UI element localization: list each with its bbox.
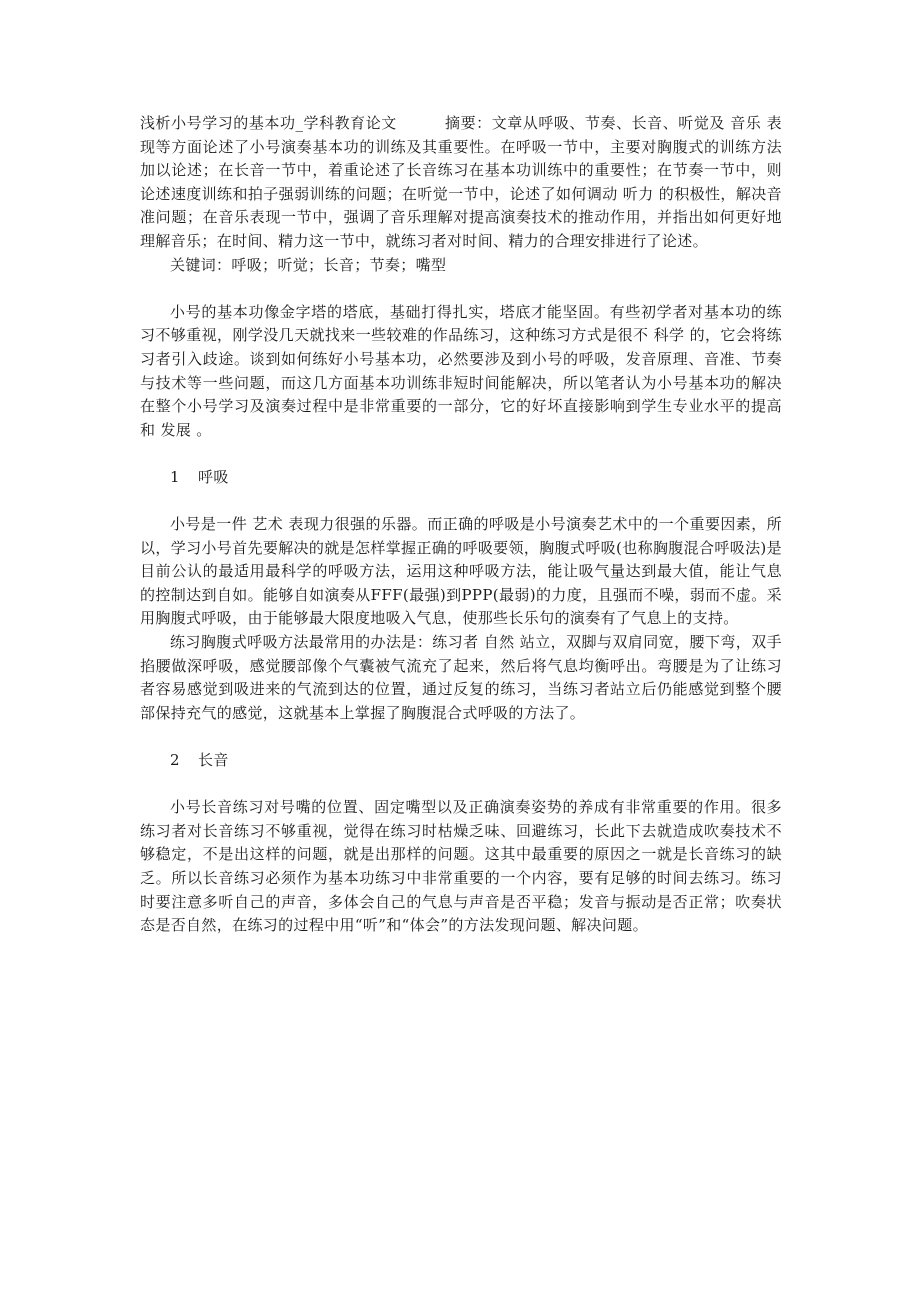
spacer: [140, 277, 782, 301]
abstract-block: [140, 112, 782, 254]
section-paragraph: 小号长音练习对号嘴的位置、固定嘴型以及正确演奏姿势的养成有非常重要的作用。很多练习者对长音练习不够重视，觉得在练习时枯燥乏味、回避练习，长此下去就造成吹奏技术不够稳定，不是出这样的问题，就是出那样的问题。这其中最重要的原因之一就是长音练习的缺乏。所以长音练习必须作为基本功练习中非常重要的一个内容，要有足够的时间去练习。练习时要注意多听自己的声音，多体会自己的气息与声音是否平稳；发音与振动是否正常；吹奏状态是否自然，在练习的过程中用“听”和“体会”的方法发现问题、解决问题。: [140, 798, 782, 935]
spacer: [140, 725, 782, 749]
section-paragraph: 练习胸腹式呼吸方法最常用的办法是：练习者 自然 站立，双脚与双肩同宽，腰下弯，双手掐腰做深呼吸，感觉腰部像个气囊被气流充了起来，然后将气息均衡呼出。弯腰是为了让练习者容易感觉到吸进来的气流到达的位置，通过反复的练习，当练习者站立后仍能感觉到整个腰部保持充气的感觉，这就基本上掌握了胸腹混合式呼吸的方法了。: [140, 633, 782, 722]
article-title: 浅析小号学习的基本功_学科教育论文: [140, 114, 397, 132]
section-number: 1: [170, 467, 180, 486]
section-title: 呼吸: [198, 467, 229, 486]
section-title: 长音: [198, 751, 229, 770]
section-heading-long-tone: [140, 749, 782, 773]
section-number: 2: [170, 751, 180, 770]
document-page: [140, 112, 782, 938]
spacer: [140, 773, 782, 797]
spacer: [140, 490, 782, 514]
section-heading-breathing: [140, 466, 782, 490]
keywords-line: 关键词：呼吸；听觉；长音；节奏；嘴型: [170, 255, 447, 274]
section-paragraph: 小号是一件 艺术 表现力很强的乐器。而正确的呼吸是小号演奏艺术中的一个重要因素，所以，学习小号首先要解决的就是怎样掌握正确的呼吸要领，胸腹式呼吸(也称胸腹混合呼吸法)是目前公认的最适用最科学的呼吸方法，运用这种呼吸方法，能让吸气量达到最大值，能让气息的控制达到自如。能够自如演奏从FFF(最强)到PPP(最弱)的力度，且强而不噪，弱而不虚。采用胸腹式呼吸，由于能够最大限度地吸入气息，使那些长乐句的演奏有了气息上的支持。: [140, 515, 782, 628]
intro-paragraph: 小号的基本功像金字塔的塔底，基础打得扎实，塔底才能坚固。有些初学者对基本功的练习不够重视，刚学没几天就找来一些较难的作品练习，这种练习方式是很不 科学 的，它会将练习者引入歧途。谈到如何练好小号基本功，必然要涉及到小号的呼吸，发音原理、音准、节奏与技术等一些问题，而这几方面基本功训练非短时间能解决，所以笔者认为小号基本功的解决在整个小号学习及演奏过程中是非常重要的一部分，它的好坏直接影响到学生专业水平的提高和 发展 。: [140, 302, 782, 439]
spacer: [140, 442, 782, 466]
abstract-text: 摘要：文章从呼吸、节奏、长音、听觉及 音乐 表现等方面论述了小号演奏基本功的训练及其重要性。在呼吸一节中，主要对胸腹式的训练方法加以论述；在长音一节中，着重论述了长音练习在基本功训练中的重要性；在节奏一节中，则论述速度训练和拍子强弱训练的问题；在听觉一节中，论述了如何调动 听力 的积极性，解决音准问题；在音乐表现一节中，强调了音乐理解对提高演奏技术的推动作用，并指出如何更好地理解音乐；在时间、精力这一节中，就练习者对时间、精力的合理安排进行了论述。: [140, 114, 783, 250]
